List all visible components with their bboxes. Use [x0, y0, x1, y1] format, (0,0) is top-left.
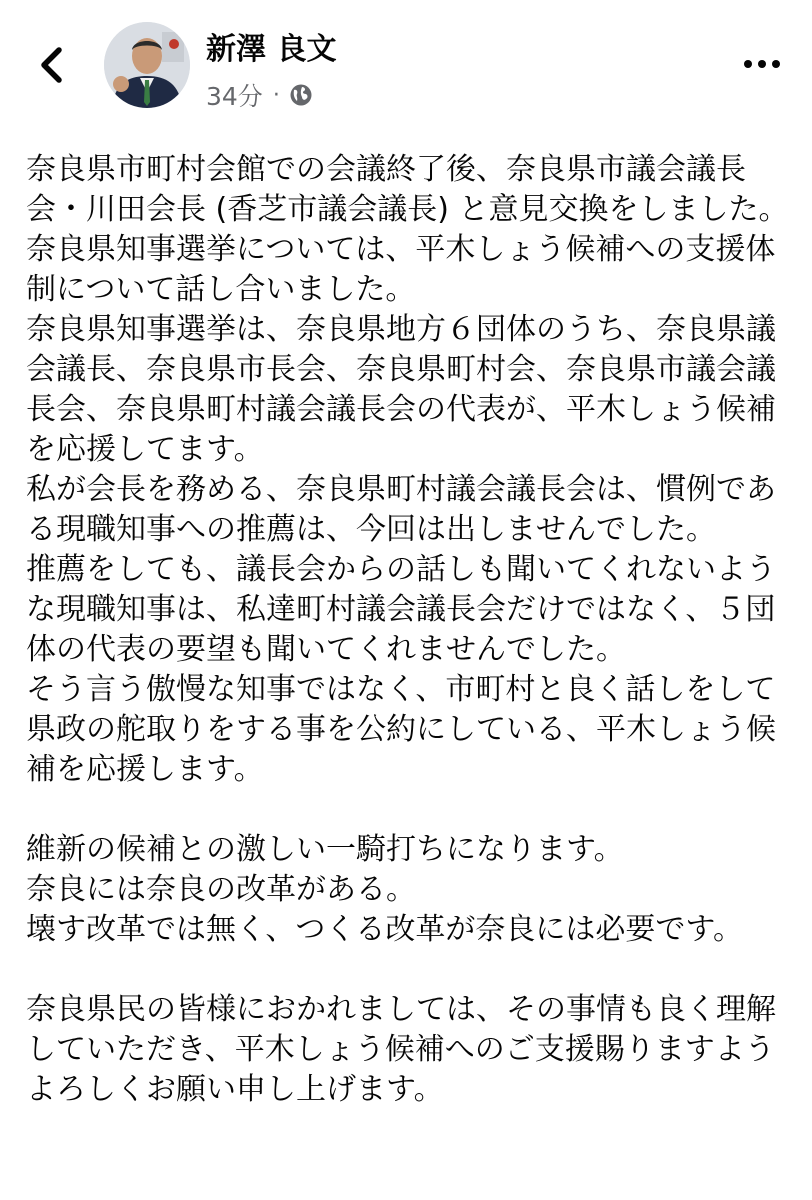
post-line: な現職知事は、私達町村議会議長会だけではなく、５団 — [26, 592, 776, 627]
post-text — [26, 150, 798, 1110]
post-line: る現職知事への推薦は、今回は出しませんでした。 — [26, 512, 716, 547]
post-line: 県政の舵取りをする事を公約にしている、平木しょう候 — [26, 712, 776, 747]
post-line: 奈良県知事選挙については、平木しょう候補への支援体 — [26, 232, 776, 267]
post-line: 奈良県市町村会館での会議終了後、奈良県市議会議長 — [26, 152, 746, 187]
post-line: 会議長、奈良県市長会、奈良県町村会、奈良県市議会議 — [26, 352, 776, 387]
post-line: 推薦をしても、議長会からの話しも聞いてくれないよう — [26, 552, 776, 587]
post-line: そう言う傲慢な知事ではなく、市町村と良く話しをして — [26, 672, 776, 707]
post-blank-line — [26, 950, 798, 990]
more-horizontal-icon — [742, 58, 782, 70]
post-line: していただき、平木しょう候補へのご支援賜りますよう — [26, 1032, 775, 1067]
post-line: 会・川田会長 (香芝市議会議長) と意見交換をしました。 — [26, 192, 789, 227]
post-header — [0, 0, 812, 130]
post-line: 奈良県知事選挙は、奈良県地方６団体のうち、奈良県議 — [26, 312, 776, 347]
post-line: 補を応援します。 — [26, 752, 264, 787]
post-line: 壊す改革では無く、つくる改革が奈良には必要です。 — [26, 912, 743, 947]
meta-separator: · — [272, 82, 280, 108]
post-line: 長会、奈良県町村議会議長会の代表が、平木しょう候補 — [26, 392, 776, 427]
author-photo — [104, 22, 190, 108]
post-line: を応援してます。 — [26, 432, 264, 467]
post-line: 私が会長を務める、奈良県町村議会議長会は、慣例であ — [26, 472, 776, 507]
globe-icon — [288, 82, 314, 108]
post-line: 制について話し合いました。 — [26, 272, 416, 307]
post-line: 維新の候補との激しい一騎打ちになります。 — [26, 832, 624, 867]
post-line: 体の代表の要望も聞いてくれませんでした。 — [26, 632, 626, 667]
post-line: 奈良県民の皆様におかれましては、その事情も良く理解 — [26, 992, 776, 1027]
post-meta — [206, 78, 314, 112]
avatar[interactable] — [104, 22, 190, 108]
post-blank-line — [26, 790, 798, 830]
back-button[interactable] — [28, 40, 76, 90]
chevron-left-icon — [37, 45, 67, 85]
post-line: 奈良には奈良の改革がある。 — [26, 872, 416, 907]
author-name[interactable]: 新澤 良文 — [206, 32, 337, 67]
post-line: よろしくお願い申し上げます。 — [26, 1072, 444, 1107]
more-options-button[interactable] — [738, 42, 786, 86]
post-timestamp[interactable]: 34分 — [206, 82, 263, 111]
